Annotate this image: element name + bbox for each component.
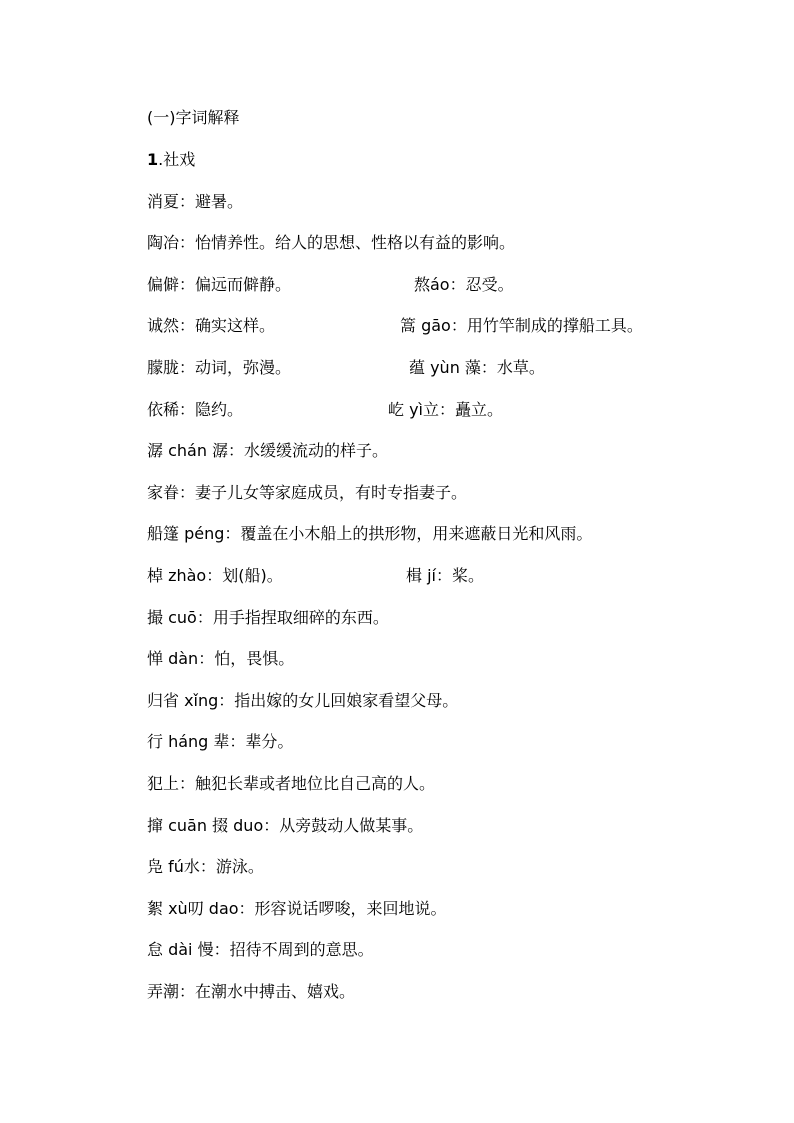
definition-entry: 犯上：触犯长辈或者地位比自己高的人。 xyxy=(147,774,436,793)
subsection-number: 1 xyxy=(147,150,159,169)
definition-entry: 偏僻：偏远而僻静。 xyxy=(147,275,292,294)
subsection-title-text: .社戏 xyxy=(158,150,196,169)
definition-entry: 陶冶：怡情养性。给人的思想、性格以有益的影响。 xyxy=(147,233,516,252)
definition-entry: 凫 fú水：游泳。 xyxy=(147,857,264,876)
definition-entry: 行 háng 辈：辈分。 xyxy=(147,732,294,751)
definition-entry: 惮 dàn：怕，畏惧。 xyxy=(147,649,295,668)
definition-entry: 归省 xǐng：指出嫁的女儿回娘家看望父母。 xyxy=(147,691,459,710)
section-heading: (一)字词解释 xyxy=(147,108,240,127)
definition-entry: 诚然：确实这样。 xyxy=(147,316,276,335)
definition-entry: 棹 zhào：划(船)。 xyxy=(147,566,283,585)
definition-entry-right: 屹 yì立：矗立。 xyxy=(388,400,504,419)
definition-entry: 怠 dài 慢：招待不周到的意思。 xyxy=(147,940,374,959)
definition-entry: 消夏：避暑。 xyxy=(147,192,244,211)
definition-entry: 船篷 péng：覆盖在小木船上的拱形物，用来遮蔽日光和风雨。 xyxy=(147,524,593,543)
definition-entry: 弄潮：在潮水中搏击、嬉戏。 xyxy=(147,982,356,1001)
definition-entry-right: 篙 gāo：用竹竿制成的撑船工具。 xyxy=(400,316,643,335)
definition-entry-right: 楫 jí：桨。 xyxy=(406,566,484,585)
definition-entry: 家眷：妻子儿女等家庭成员，有时专指妻子。 xyxy=(147,483,468,502)
definition-entry: 撮 cuō：用手指捏取细碎的东西。 xyxy=(147,608,389,627)
definition-entry: 撺 cuān 掇 duo：从旁鼓动人做某事。 xyxy=(147,816,424,835)
definition-entry: 依稀：隐约。 xyxy=(147,400,244,419)
definition-entry: 朦胧：动词，弥漫。 xyxy=(147,358,292,377)
definition-entry: 潺 chán 潺：水缓缓流动的样子。 xyxy=(147,441,389,460)
definition-entry-right: 熬áo：忍受。 xyxy=(414,275,514,294)
definition-entry-right: 蕴 yùn 藻：水草。 xyxy=(409,358,545,377)
definition-entry: 絮 xù叨 dao：形容说话啰唆，来回地说。 xyxy=(147,899,447,918)
subsection-title xyxy=(147,150,195,170)
